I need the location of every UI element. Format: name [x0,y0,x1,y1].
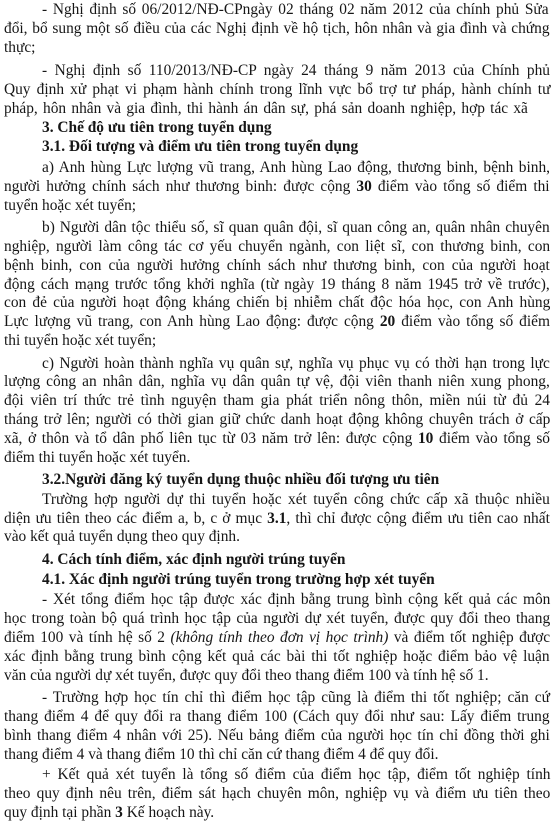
text-line [42,688,550,708]
line-text: xã, ở thôn và tổ dân phố liên tục từ 03 năm trở lên: được cộng [4,430,418,447]
text-line [42,765,550,785]
text-line [42,158,550,178]
line-text: 3.1. Đối tượng và điểm ưu tiên trong tuyển dụng [42,138,359,155]
text-line [42,354,550,374]
line-text: 4. Cách tính điểm, xác định người trúng tuyển [42,551,346,568]
line-text: học trong toàn bộ quá trình học tập của người dự xét tuyển, được quy đổi theo thang [4,610,551,627]
line-text: tuyển hoặc xét tuyển; [4,197,137,214]
section-heading [42,470,439,490]
text-line [4,293,550,313]
line-text: b) Người dân tộc thiểu số, sĩ quan quân đội, sĩ quan công an, quân nhân chuyên [42,219,550,236]
text-line [4,372,550,392]
bold-number: 30 [356,178,372,195]
text-line [4,237,550,257]
line-text: quy định tại phần [4,804,116,821]
line-text: c) Người hoàn thành nghĩa vụ quân sự, nghĩa vụ phục vụ có thời hạn trong lực [42,355,550,372]
line-text: điểm thi tuyển hoặc xét tuyển. [4,449,191,466]
text-line [4,628,550,648]
line-text: Quy định xử phạt vi phạm hành chính trong lĩnh vực bổ trợ tư pháp, hành chính tư [4,81,551,98]
line-text: đổi, bổ sung một số điều của các Nghị định về hộ tịch, hôn nhân và gia đình và chứng [4,20,550,37]
line-text: người hưởng chính sách như thương binh: được cộng [4,178,357,195]
line-text: bệnh binh, con của người hưởng chính sách như thương binh, con của người hoạt [4,257,550,274]
line-text: , thì chỉ được cộng điểm ưu tiên cao nhất [286,510,550,527]
line-text: Lực lượng vũ trang, con Anh hùng Lao động: được cộng [4,313,380,330]
text-line [4,527,240,547]
line-text: 4.1. Xác định người trúng tuyển trong trường hợp xét tuyển [42,571,435,588]
text-line [4,177,550,197]
section-heading [42,570,435,590]
line-text: theo quy định nêu trên, điểm sát hạch chuyên môn, nghiệp vụ và điểm ưu tiên theo [4,785,551,802]
line-text: - Nghị định số 06/2012/NĐ-CPngày 02 tháng 02 năm 2012 của chính phủ Sửa [42,1,549,18]
text-line [4,19,550,39]
text-line [42,490,550,510]
line-text: đội viên trí thức trẻ tình nguyện tham gia phát triển nông thôn, miền núi từ đủ 24 [4,392,550,409]
line-text: thang điểm 4 để quy đổi ra thang điểm 100 (Cách quy đổi như sau: Lấy điểm trung [4,708,550,725]
text-line [42,61,550,81]
text-line [4,707,550,727]
line-text: a) Anh hùng Lực lượng vũ trang, Anh hùng Lao động, thương binh, bệnh binh, [42,159,551,176]
text-line [4,609,550,629]
text-line [4,256,550,276]
bold-number: 20 [379,313,396,330]
section-heading [42,118,272,138]
line-text: điểm vào tổng số điểm [395,313,550,330]
bold-number: 10 [417,430,434,447]
line-text: con đẻ của người hoạt động kháng chiến bị nhiễm chất độc hóa học, con Anh hùng [4,294,551,311]
line-text: Trường hợp người dự thi tuyển hoặc xét tuyển công chức cấp xã thuộc nhiều [42,491,550,508]
text-line [42,218,550,238]
line-text: bình thang điểm 4 nhân với 25). Nếu bảng điểm của người học tín chỉ đồng thời ghi [4,727,550,744]
text-line [4,331,156,351]
bold-number: 3.1 [267,510,287,527]
line-text: + Kết quả xét tuyển là tổng số điểm của điểm học tập, điểm tốt nghiệp tính [42,766,551,783]
text-line [4,803,214,823]
text-line [4,647,550,667]
line-text: điểm vào tổng số [433,430,551,447]
line-text: - Xét tổng điểm học tập được xác định bằng trung bình cộng kết quả các môn [42,591,551,608]
line-text: - Trường hợp học tín chỉ thì điểm học tập cũng là điểm thi tốt nghiệp; căn cứ [42,689,550,706]
text-line [4,666,489,686]
line-text: pháp, hôn nhân và gia đình, thi hành án dân sự, phá sản doanh nghiệp, hợp tác xã [4,100,528,117]
text-line [4,391,550,411]
text-line [4,410,550,430]
text-line [4,784,550,804]
italic-note: (không tính theo đơn vị học trình) [170,629,389,646]
line-text: điểm vào tổng số điểm thi [371,178,550,195]
text-line [42,590,550,610]
line-text: thi tuyển hoặc xét tuyển; [4,332,157,349]
line-text: Kế hoạch này. [122,804,215,821]
text-line [4,726,550,746]
text-line [4,312,550,332]
line-text: 3. Chế độ ưu tiên trong tuyển dụng [42,119,272,136]
line-text: văn của người dự xét tuyển, được quy đổi theo thang điểm 100 và tính hệ số 1. [4,667,489,684]
line-text: thang điểm 4 và thang điểm 10 thì chỉ căn cứ thang điểm 4 để quy đổi. [4,746,439,763]
line-text: điểm 100 và tính hệ số 2 [4,629,171,646]
text-line [4,745,438,765]
line-text: nghiệp, người làm công tác cơ yếu chuyển ngành, con liệt sĩ, con thương binh, con [4,238,551,255]
text-line [42,0,549,20]
text-line [4,429,550,449]
line-text: và điểm tốt nghiệp được [388,629,551,646]
text-line [4,99,528,119]
text-line [4,448,190,468]
line-text: vào kết quả tuyển dụng theo quy định. [4,528,240,545]
text-line [4,38,35,58]
line-text: xác định bằng trung bình cộng kết quả các bài thi tốt nghiệp hoặc điểm bảo vệ luận [4,648,550,665]
text-line [4,80,550,100]
text-line [4,509,550,529]
section-heading [42,137,358,157]
section-heading [42,550,345,570]
text-line [4,196,136,216]
line-text: tháng trở lên; người có thời gian giữ chức danh hoạt động không chuyên trách ở cấp [4,411,551,428]
text-line [4,275,550,295]
line-text: diện ưu tiên theo các điểm a, b, c ở mục [4,510,268,527]
bold-number: 3 [115,804,123,821]
line-text: lượng công an nhân dân, nghĩa vụ dân quân tự vệ, đội viên thanh niên xung phong, [4,373,550,390]
line-text: thực; [4,39,36,56]
line-text: - Nghị định số 110/2013/NĐ-CP ngày 24 tháng 9 năm 2013 của Chính phủ [42,62,550,79]
line-text: 3.2.Người đăng ký tuyển dụng thuộc nhiều đối tượng ưu tiên [42,471,440,488]
line-text: động cách mạng trước tổng khởi nghĩa (từ ngày 19 tháng 8 năm 1945 trở về trước), [4,276,550,293]
